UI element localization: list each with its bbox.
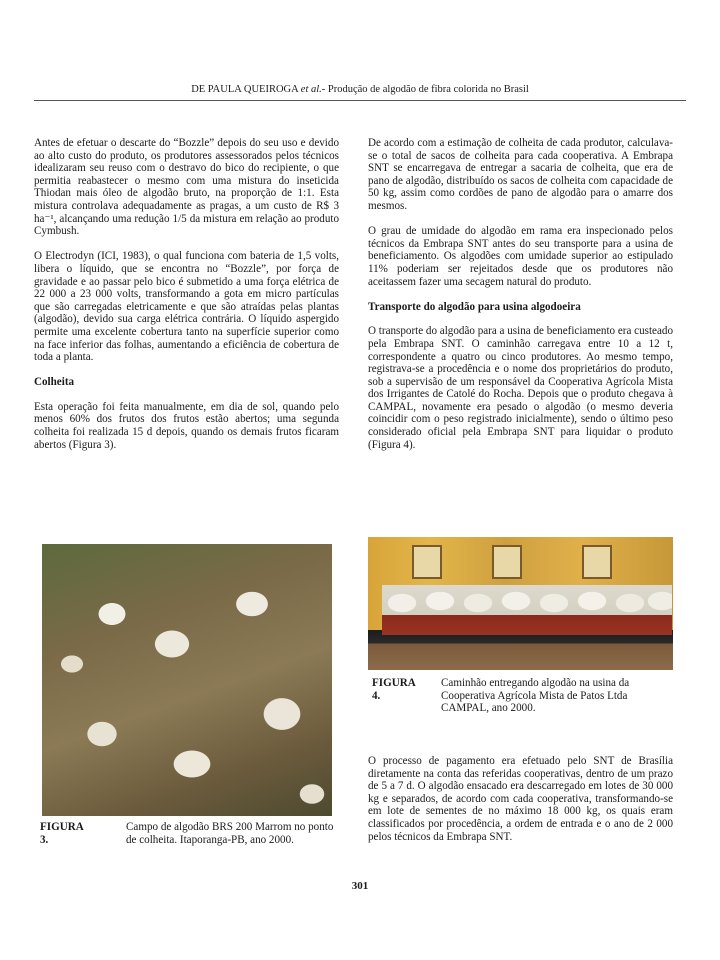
window-shape [412, 545, 442, 579]
header-title: - Produção de algodão de fibra colorida no Brasil [321, 84, 529, 95]
window-shape [582, 545, 612, 579]
figure-caption-text: Caminhão entregando algodão na usina da Cooperativa Agrícola Mista de Patos Ltda CAMPAL, ano 2000. [441, 677, 630, 715]
paragraph: De acordo com a estimação de colheita de cada produtor, calculava-se o total de sacos de colheita para cada cooperativa. A Embrapa SNT se encarregava de entregar a sacaria de colheita, que era de pano de algodão, distribuído os sacos de colheita com capacidade de 50 kg, assim como cordões de pano de algodão para o amarre dos mesmos. [368, 137, 673, 212]
page-number: 301 [351, 880, 369, 892]
paragraph: Antes de efetuar o descarte do “Bozzle” depois do seu uso e devido ao alto custo do produto, os produtores assessorados pelos técnicos idealizaram seu reuso com o destravo do bico do recipiente, o que permitia reabastecer o mesmo com uma mistura do inseticida Thiodan mais óleo de algodão bruto, na proporção de 1:1. Esta mistura controlava adequadamente as pragas, a um custo de R$ 3 ha⁻¹, alcançando uma redução 1/5 da mistura em relação ao produto Cymbush. [34, 137, 339, 238]
section-heading: Transporte do algodão para usina algodoeira [368, 300, 581, 313]
right-column [368, 137, 673, 464]
header-etal: et al. [300, 84, 322, 95]
paragraph: O processo de pagamento era efetuado pelo SNT de Brasília diretamente na conta das referidas cooperativas, dentro de um prazo de 5 a 7 d. O algodão ensacado era descarregado em lotes de 30 000 kg e separados, de acordo com cada cooperativa, transformando-se em lote de sementes de no máximo 18 000 kg, os quais eram classificados por procedência, a ordem de entrada e o ano de 2 000 pelos técnicos da Embrapa SNT. [368, 755, 673, 843]
figure-caption-text: Campo de algodão BRS 200 Marrom no ponto de colheita. Itaporanga-PB, ano 2000. [126, 821, 334, 846]
paragraph: O grau de umidade do algodão em rama era inspecionado pelos técnicos da Embrapa SNT antes do seu transporte para a usina de beneficiamento. Os algodões com umidade superior ao estipulado 11% poderiam ser rejeitados desde que os produtores não aceitassem fazer uma secagem natural do produto. [368, 225, 673, 288]
running-header [34, 84, 686, 101]
left-column [34, 137, 339, 464]
window-shape [492, 545, 522, 579]
paragraph: Esta operação foi feita manualmente, em dia de sol, quando pelo menos 60% dos frutos dos frutos estão abertos; uma segunda colheita foi realizada 15 d depois, quando os demais frutos ficaram abertos (Figura 3). [34, 400, 339, 451]
paragraph: O transporte do algodão para a usina de beneficiamento era custeado pela Embrapa SNT. O caminhão carregava entre 10 a 12 t, correspondente a quatro ou cinco produtores. Ao mesmo tempo, registrava-se a procedência e o nome dos proprietários do produto, sob a supervisão de um responsável da Cooperativa Agrícola Mista dos Irrigantes de Catolé do Rocha. Depois que o produto chegava à CAMPAL, novamente era pesado o algodão (o mesmo deveria coincidir com o peso registrado inicialmente), sendo o último peso considerado oficial pela Embrapa SNT para liquidar o produto (Figura 4). [368, 325, 673, 451]
section-heading: Colheita [34, 376, 75, 389]
truck-cargo [382, 585, 672, 635]
paragraph: O Electrodyn (ICI, 1983), o qual funciona com bateria de 1,5 volts, libera o líquido, que se encontra no “Bozzle”, por força de gravidade e ao passar pelo bico é submetido a uma força elétrica de 22 000 a 23 000 volts, transformando a gota em micro partículas que são carregadas eletricamente e que são atraídas pelas plantas (algodão), devido sua carga elétrica contrária. O líquido aspergido permite uma excelente cobertura tanto na superfície superior como na face inferior das folhas, aumentando a eficiência de cobertura de toda a planta. [34, 250, 339, 364]
figure-3-photo [42, 544, 332, 816]
figure-label: FIGURA 4. [372, 677, 416, 702]
figure-label: FIGURA 3. [40, 821, 84, 846]
figure-4-photo [368, 537, 673, 670]
header-authors: DE PAULA QUEIROGA [191, 84, 299, 95]
